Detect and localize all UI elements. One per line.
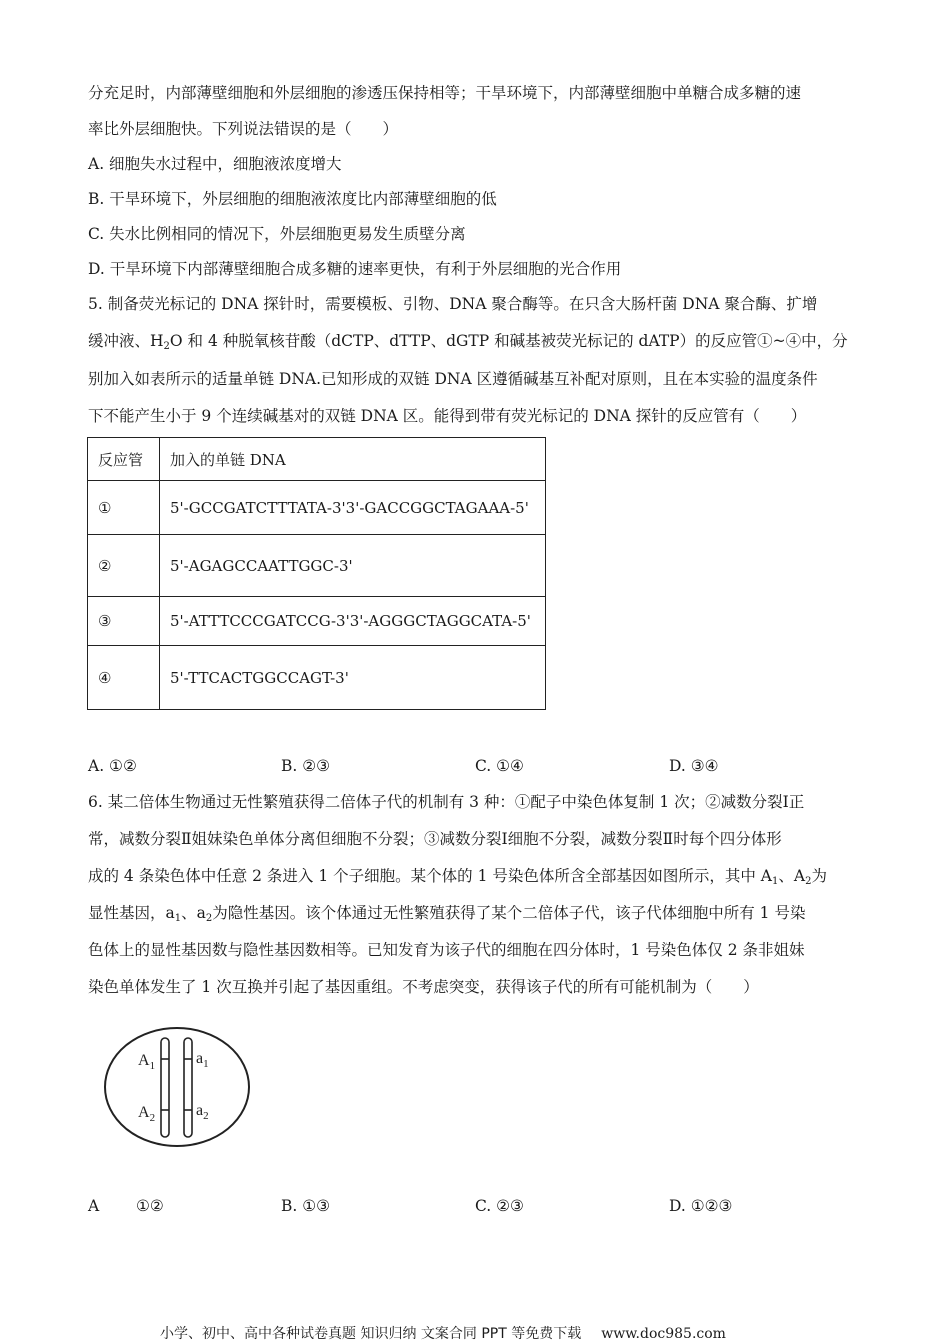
q4-option-a: A. 细胞失水过程中，细胞液浓度增大	[88, 155, 342, 173]
q4-option-c: C. 失水比例相同的情况下，外层细胞更易发生质壁分离	[88, 225, 466, 243]
table-cell-dna: 5'-ATTTCCCGATCCG-3'3'-AGGGCTAGGCATA-5'	[160, 597, 546, 646]
chromosome-diagram	[100, 1025, 260, 1175]
q6-option-b: B. ①③	[281, 1197, 331, 1215]
q5-option-b: B. ②③	[281, 757, 331, 775]
q4-stem-line-1: 分充足时，内部薄壁细胞和外层细胞的渗透压保持相等；干旱环境下，内部薄壁细胞中单糖合成多糖的速	[88, 84, 802, 102]
cell-outline	[105, 1028, 249, 1146]
table-cell-dna: 5'-GCCGATCTTTATA-3'3'-GACCGGCTAGAAA-5'	[160, 481, 546, 535]
chromosome-left	[161, 1038, 169, 1137]
table-row	[88, 481, 546, 535]
table-row	[88, 646, 546, 710]
table-cell-tube: ①	[88, 481, 160, 535]
table-header-tube: 反应管	[88, 438, 160, 481]
q6-stem-line-1: 6. 某二倍体生物通过无性繁殖获得二倍体子代的机制有 3 种：①配子中染色体复制 1 次；②减数分裂Ⅰ正	[88, 793, 805, 811]
q6-stem-line-6: 染色单体发生了 1 次互换并引起了基因重组。不考虑突变，获得该子代的所有可能机制为（ ）	[88, 978, 759, 996]
footer-text: 小学、初中、高中各种试卷真题 知识归纳 文案合同 PPT 等免费下载	[160, 1326, 582, 1342]
table-cell-dna: 5'-TTCACTGGCCAGT-3'	[160, 646, 546, 710]
q5-stem-line-4: 下不能产生小于 9 个连续碱基对的双链 DNA 区。能得到带有荧光标记的 DNA 探针的反应管有（ ）	[88, 407, 807, 425]
gene-label-a1: $a_1$	[196, 1050, 209, 1070]
q4-option-d: D. 干旱环境下内部薄壁细胞合成多糖的速率更快，有利于外层细胞的光合作用	[88, 260, 622, 278]
table-cell-tube: ②	[88, 535, 160, 597]
q6-stem-line-2: 常，减数分裂Ⅱ姐妹染色单体分离但细胞不分裂；③减数分裂Ⅰ细胞不分裂，减数分裂Ⅱ时每个四分体形	[88, 830, 782, 848]
q6-stem-line-3: 成的 4 条染色体中任意 2 条进入 1 个子细胞。某个体的 1 号染色体所含全部基因如图所示，其中 $A_1$、$A_2$为	[88, 867, 827, 887]
table-row	[88, 597, 546, 646]
q5-option-c: C. ①④	[475, 757, 524, 775]
gene-label-A1: $A_1$	[138, 1052, 156, 1072]
q6-option-c: C. ②③	[475, 1197, 524, 1215]
page-footer	[160, 1323, 726, 1343]
q5-option-d: D. ③④	[669, 757, 719, 775]
table-cell-tube: ③	[88, 597, 160, 646]
q5-stem-line-2: 缓冲液、$H_2O$ 和 4 种脱氧核苷酸（dCTP、dTTP、dGTP 和碱基被荧光标记的 dATP）的反应管①~④中，分	[88, 332, 848, 352]
q5-option-a: A. ①②	[88, 757, 137, 775]
table-header-row	[88, 438, 546, 481]
q5-stem-line-3: 别加入如表所示的适量单链 DNA.已知形成的双链 DNA 区遵循碱基互补配对原则，且在本实验的温度条件	[88, 370, 818, 388]
q6-option-a-value: ①②	[136, 1197, 164, 1215]
table-header-dna: 加入的单链 DNA	[160, 438, 546, 481]
gene-label-A2: $A_2$	[138, 1104, 156, 1124]
q4-stem-line-2: 率比外层细胞快。下列说法错误的是（ ）	[88, 120, 399, 138]
q4-option-b: B. 干旱环境下，外层细胞的细胞液浓度比内部薄壁细胞的低	[88, 190, 497, 208]
table-cell-dna: 5'-AGAGCCAATTGGC-3'	[160, 535, 546, 597]
table-row	[88, 535, 546, 597]
chromosome-right	[184, 1038, 192, 1137]
gene-label-a2: $a_2$	[196, 1102, 209, 1122]
table-cell-tube: ④	[88, 646, 160, 710]
q6-stem-line-4: 显性基因，$a_1$、$a_2$为隐性基因。该个体通过无性繁殖获得了某个二倍体子代，该子代体细胞中所有 1 号染	[88, 904, 806, 924]
q5-stem-line-1: 5. 制备荧光标记的 DNA 探针时，需要模板、引物、DNA 聚合酶等。在只含大肠杆菌 DNA 聚合酶、扩增	[88, 295, 818, 313]
q6-option-d: D. ①②③	[669, 1197, 733, 1215]
q6-stem-line-5: 色体上的显性基因数与隐性基因数相等。已知发育为该子代的细胞在四分体时，1 号染色体仅 2 条非姐妹	[88, 941, 805, 959]
dna-table	[87, 437, 546, 710]
footer-url[interactable]: www.doc985.com	[601, 1326, 726, 1342]
q6-option-a-letter: A	[88, 1197, 100, 1215]
